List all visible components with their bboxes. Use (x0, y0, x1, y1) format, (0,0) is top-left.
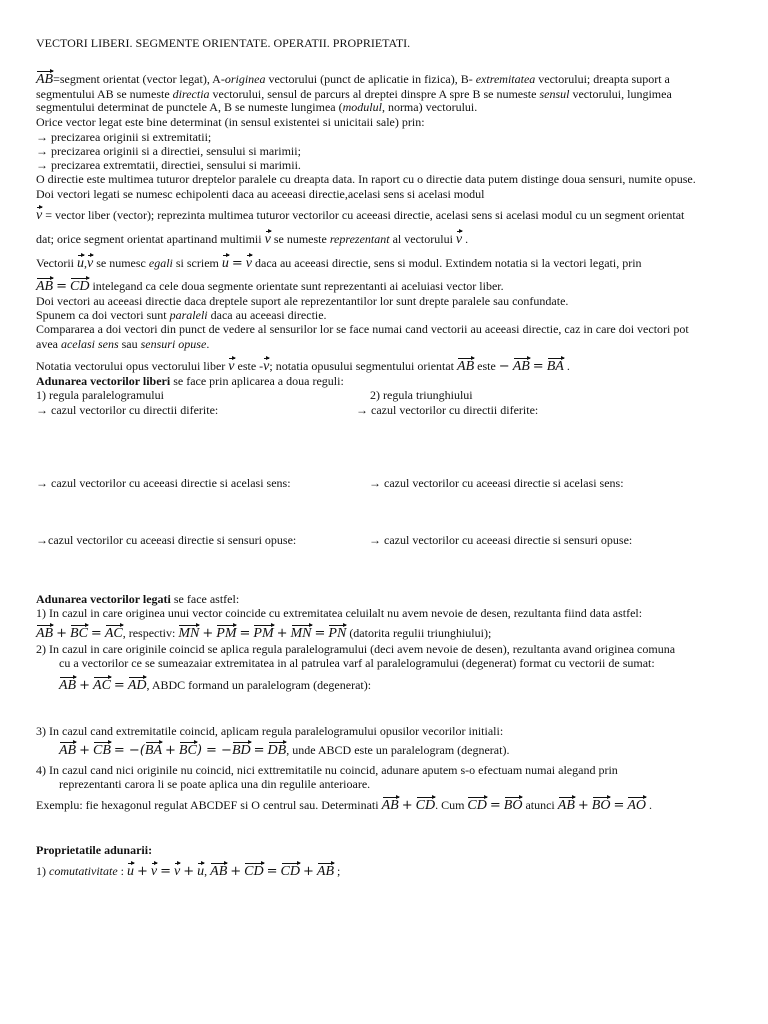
vector-ab: AB (36, 72, 54, 87)
rule-item-3: 3) In cazul cand extremitatile coincid, aplicam regula paralelogramului opusilor vecorilor initiali: (36, 724, 504, 738)
para-parallel: Spunem ca doi vectori sunt paraleli daca au aceeasi directie. (36, 308, 327, 322)
para-opposite: Notatia vectorului opus vectorului liber v este -v; notatia opusului segmentului orientat AB este − AB = BA . (36, 359, 570, 374)
formula-2: AB + AC = AD, ABDC formand un paralelogram (degenerat): (59, 678, 372, 693)
para-compare-cont: avea acelasi sens sau sensuri opuse. (36, 337, 210, 351)
rule-item-2: 2) In cazul in care originile coincid se aplica regula paralelogramului (deci avem nevoie de desen), rezultanta avand originea comuna (36, 642, 676, 656)
case-different-directions: → cazul vectorilor cu directii diferite: (356, 403, 539, 417)
para-equipollent: Doi vectori legati se numesc echipolenti daca au aceeasi directie,acelasi sens si acelasi modul (36, 187, 485, 201)
rule-item-1: 1) In cazul in care originea unui vector coincide cu extremitatea celuilalt nu avem nevoie de desen, rezultanta fiind data astfel: (36, 606, 643, 620)
para-definition-line2: segmentului AB se numeste directia vectorului, sensul de parcurs al dreptei dinspre A spre B se numeste sensul vectorului, lungimea (36, 87, 672, 101)
example: Exemplu: fie hexagonul regulat ABCDEF si O centrul sau. Determinati AB + CD. Cum CD = BO atunci AB + BO = AO . (36, 798, 653, 813)
formula-3: AB + CB = −(BA + BC) = −BD = DB, unde ABCD este un paralelogram (degnerat). (59, 743, 510, 758)
rule-item-4: 4) In cazul cand nici originile nu coincid, nici exttremitatile nu coincid, adunare aputem s-o efectuam numai alegand prin (36, 763, 618, 777)
case-different-directions: → cazul vectorilor cu directii diferite: (36, 403, 219, 417)
para-definition-line1: AB=segment orientat (vector legat), A-originea vectorului (punct de aplicatie in fizica), B- extremitatea vectorului; dreapta suport a (36, 72, 670, 87)
para-direction: O directie este multimea tuturor dreptelor paralele cu dreapta data. In raport cu o directie data putem distinge doua sensuri, numite opuse. (36, 172, 696, 186)
list-item: → precizarea originii si extremitatii; (36, 130, 212, 144)
case-opposite-senses: → cazul vectorilor cu aceeasi directie si sensuri opuse: (369, 533, 633, 547)
property-commutativity: 1) comutativitate : u + v = v + u, AB + CD = CD + AB ; (36, 864, 341, 879)
section-heading-bound: Adunarea vectorilor legati se face astfel: (36, 592, 240, 606)
rule-item-2-cont: cu a vectorilor ce se sumeazaiar extremitatea in al patrulea varf al paralelogramului (degenerat) format cu vectorii de sumat: (59, 656, 655, 670)
rule-parallelogram: 1) regula paralelogramului (36, 388, 164, 402)
rule-triangle: 2) regula triunghiului (370, 388, 473, 402)
case-same-sense: → cazul vectorilor cu aceeasi directie si acelasi sens: (369, 476, 624, 490)
para-representative: dat; orice segment orientat apartinand multimii v se numeste reprezentant al vectorului v . (36, 232, 469, 247)
para-compare: Compararea a doi vectori din punct de vedere al sensurilor lor se face numai cand vectorii au aceeasi directie, caz in care doi vectori pot (36, 322, 689, 336)
page-title: VECTORI LIBERI. SEGMENTE ORIENTATE. OPERATII. PROPRIETATI. (36, 36, 411, 50)
formula-1: AB + BC = AC, respectiv: MN + PM = PM + MN = PN (datorita regulii triunghiului); (36, 626, 492, 641)
list-item: → precizarea extremtatii, directiei, sensului si marimii. (36, 158, 301, 172)
list-item: → precizarea originii si a directiei, sensului si marimii; (36, 144, 301, 158)
section-heading-properties: Proprietatile adunarii: (36, 843, 153, 857)
section-heading-free: Adunarea vectorilor liberi se face prin aplicarea a doua reguli: (36, 374, 344, 388)
para-free-vector: v = vector liber (vector); reprezinta multimea tuturor vectorilor cu aceeasi directie, acelasi sens si acelasi modul cu un segment orientat (36, 208, 685, 223)
para-notation: AB = CD intelegand ca cele doua segmente orientate sunt reprezentanti ai aceluiasi vector liber. (36, 279, 504, 294)
para-definition-line3: segmentului determinat de punctele A, B se numeste lungimea (modulul, norma) vectorului. (36, 100, 478, 114)
para-equal-vectors: Vectorii u,v se numesc egali si scriem u = v daca au aceeasi directie, sens si modul. Extindem notatia si la vectori legati, prin (36, 256, 642, 271)
para-determination: Orice vector legat este bine determinat (in sensul existentei si unicitaii sale) prin: (36, 115, 425, 129)
case-same-sense: → cazul vectorilor cu aceeasi directie si acelasi sens: (36, 476, 291, 490)
rule-item-4-cont: reprezentanti carora li se poate aplica una din regulile anterioare. (59, 777, 371, 791)
para-same-direction: Doi vectori au aceeasi directie daca dreptele suport ale reprezentantilor lor sunt drepte paralele sau confundate. (36, 294, 569, 308)
case-opposite-senses: →cazul vectorilor cu aceeasi directie si sensuri opuse: (36, 533, 297, 547)
